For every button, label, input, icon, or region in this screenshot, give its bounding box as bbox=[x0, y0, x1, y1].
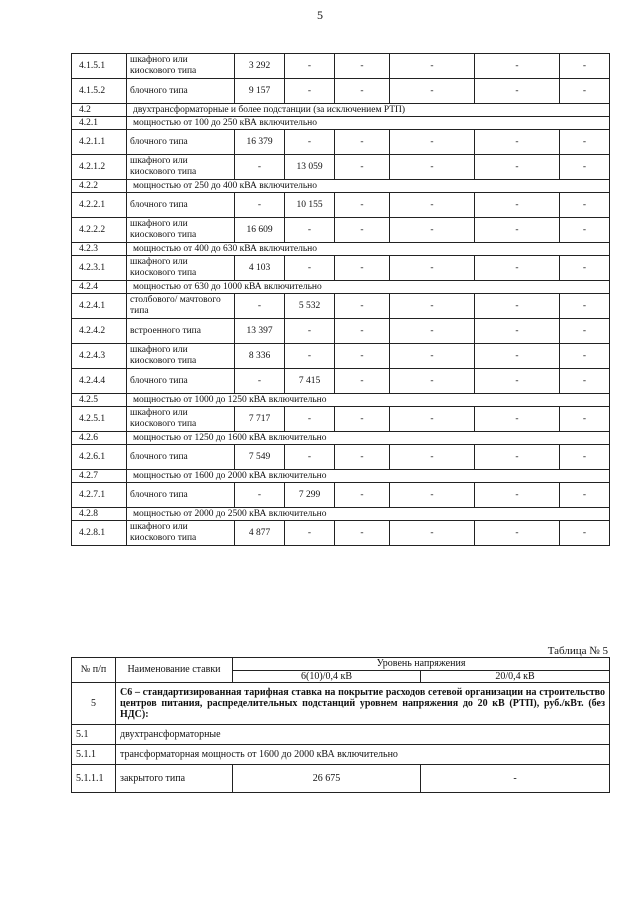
row-num: 4.2.8 bbox=[72, 508, 127, 521]
rate-cell: - bbox=[560, 407, 610, 432]
row-num: 4.2.4.4 bbox=[72, 369, 127, 394]
rate-cell: 13 397 bbox=[235, 319, 285, 344]
rate-cell: - bbox=[235, 155, 285, 180]
rate-cell: - bbox=[475, 445, 560, 470]
row-num: 5.1.1.1 bbox=[72, 765, 116, 793]
tariff-table-5 bbox=[71, 657, 610, 793]
table-row bbox=[72, 369, 610, 394]
rate-cell: 7 549 bbox=[235, 445, 285, 470]
row-value-a: 26 675 bbox=[233, 765, 421, 793]
row-name: шкафного или киоскового типа bbox=[127, 218, 235, 243]
rate-cell: - bbox=[390, 218, 475, 243]
row-num: 4.2.7 bbox=[72, 470, 127, 483]
section-title: мощностью от 1250 до 1600 кВА включительно bbox=[127, 432, 610, 445]
rate-cell: - bbox=[285, 256, 335, 281]
rate-cell: - bbox=[390, 256, 475, 281]
rate-cell: - bbox=[475, 54, 560, 79]
rate-cell: - bbox=[335, 445, 390, 470]
rate-cell: 16 609 bbox=[235, 218, 285, 243]
row-num: 4.2.2 bbox=[72, 180, 127, 193]
section-title: мощностью от 630 до 1000 кВА включительно bbox=[127, 281, 610, 294]
rate-cell: - bbox=[335, 407, 390, 432]
table-row bbox=[72, 54, 610, 79]
header-voltage-a: 6(10)/0,4 кВ bbox=[233, 671, 421, 683]
row-num: 5.1.1 bbox=[72, 745, 116, 765]
row-num: 4.2.4.1 bbox=[72, 294, 127, 319]
table-row bbox=[72, 256, 610, 281]
row-num: 4.2.5 bbox=[72, 394, 127, 407]
rate-cell: - bbox=[560, 193, 610, 218]
rate-cell: - bbox=[560, 218, 610, 243]
table-row bbox=[72, 745, 610, 765]
rate-cell: - bbox=[390, 130, 475, 155]
rate-cell: - bbox=[335, 54, 390, 79]
rate-cell: - bbox=[285, 344, 335, 369]
row-name: блочного типа bbox=[127, 130, 235, 155]
table-row bbox=[72, 407, 610, 432]
table-row bbox=[72, 155, 610, 180]
rate-cell: - bbox=[335, 79, 390, 104]
rate-cell: - bbox=[475, 319, 560, 344]
rate-cell: - bbox=[285, 54, 335, 79]
rate-cell: 4 877 bbox=[235, 521, 285, 546]
rate-cell: - bbox=[285, 319, 335, 344]
rate-cell: - bbox=[335, 319, 390, 344]
table-row bbox=[72, 725, 610, 745]
header-voltage: Уровень напряжения bbox=[233, 658, 610, 671]
rate-cell: - bbox=[475, 407, 560, 432]
tariff-table-4 bbox=[71, 53, 610, 546]
row-title: двухтрансформаторные bbox=[116, 725, 610, 745]
rate-cell: - bbox=[475, 155, 560, 180]
table-row bbox=[72, 344, 610, 369]
section-row bbox=[72, 104, 610, 117]
section-row bbox=[72, 470, 610, 483]
row-num: 4.2.6 bbox=[72, 432, 127, 445]
rate-cell: 7 717 bbox=[235, 407, 285, 432]
rate-cell: - bbox=[285, 407, 335, 432]
table-header-row bbox=[72, 658, 610, 671]
header-name: Наименование ставки bbox=[116, 658, 233, 683]
row-num: 4.2.5.1 bbox=[72, 407, 127, 432]
table-row bbox=[72, 193, 610, 218]
rate-cell: - bbox=[560, 155, 610, 180]
section-title: двухтрансформаторные и более подстанции (за исключением РТП) bbox=[127, 104, 610, 117]
row-title: трансформаторная мощность от 1600 до 2000 кВА включительно bbox=[116, 745, 610, 765]
section-row bbox=[72, 281, 610, 294]
rate-cell: - bbox=[335, 256, 390, 281]
row-num: 4.2.4.2 bbox=[72, 319, 127, 344]
table-row bbox=[72, 765, 610, 793]
rate-cell: - bbox=[335, 193, 390, 218]
section-title: мощностью от 100 до 250 кВА включительно bbox=[127, 117, 610, 130]
rate-cell: - bbox=[335, 155, 390, 180]
rate-cell: - bbox=[390, 521, 475, 546]
section-row bbox=[72, 394, 610, 407]
row-num: 4.2.1.1 bbox=[72, 130, 127, 155]
rate-cell: - bbox=[475, 294, 560, 319]
row-num: 4.2.6.1 bbox=[72, 445, 127, 470]
rate-cell: - bbox=[560, 54, 610, 79]
rate-cell: - bbox=[560, 445, 610, 470]
rate-cell: - bbox=[285, 130, 335, 155]
rate-cell: - bbox=[390, 407, 475, 432]
row-num: 5.1 bbox=[72, 725, 116, 745]
row-num: 4.2.4.3 bbox=[72, 344, 127, 369]
rate-cell: - bbox=[475, 79, 560, 104]
rate-cell: - bbox=[390, 79, 475, 104]
rate-cell: 4 103 bbox=[235, 256, 285, 281]
rate-cell: - bbox=[475, 483, 560, 508]
rate-cell: - bbox=[475, 369, 560, 394]
rate-cell: - bbox=[475, 344, 560, 369]
rate-cell: - bbox=[235, 294, 285, 319]
rate-cell: - bbox=[560, 79, 610, 104]
rate-cell: - bbox=[390, 54, 475, 79]
row-num: 4.2.2.2 bbox=[72, 218, 127, 243]
section-row bbox=[72, 180, 610, 193]
rate-cell: 16 379 bbox=[235, 130, 285, 155]
rate-cell: - bbox=[235, 193, 285, 218]
rate-cell: - bbox=[390, 193, 475, 218]
rate-cell: 5 532 bbox=[285, 294, 335, 319]
rate-cell: - bbox=[560, 369, 610, 394]
row-name: закрытого типа bbox=[116, 765, 233, 793]
table-row bbox=[72, 521, 610, 546]
rate-cell: - bbox=[335, 130, 390, 155]
row-num: 5 bbox=[72, 683, 116, 725]
rate-cell: 3 292 bbox=[235, 54, 285, 79]
table-row bbox=[72, 483, 610, 508]
row-num: 4.2.3.1 bbox=[72, 256, 127, 281]
rate-cell: - bbox=[560, 256, 610, 281]
rate-cell: - bbox=[390, 155, 475, 180]
rate-cell: - bbox=[390, 319, 475, 344]
table-row bbox=[72, 218, 610, 243]
table-row bbox=[72, 130, 610, 155]
table-row bbox=[72, 79, 610, 104]
section-title: мощностью от 2000 до 2500 кВА включительно bbox=[127, 508, 610, 521]
section-row bbox=[72, 508, 610, 521]
rate-cell: - bbox=[560, 521, 610, 546]
row-name: шкафного или киоскового типа bbox=[127, 54, 235, 79]
row-num: 4.2.2.1 bbox=[72, 193, 127, 218]
row-num: 4.1.5.2 bbox=[72, 79, 127, 104]
rate-cell: - bbox=[285, 445, 335, 470]
rate-cell: - bbox=[335, 218, 390, 243]
table-row bbox=[72, 319, 610, 344]
rate-cell: 7 299 bbox=[285, 483, 335, 508]
rate-cell: - bbox=[475, 256, 560, 281]
rate-cell: - bbox=[560, 319, 610, 344]
row-num: 4.2.1 bbox=[72, 117, 127, 130]
rate-cell: - bbox=[560, 344, 610, 369]
row-title: С6 – стандартизированная тарифная ставка на покрытие расходов сетевой организации на строительство центров питания, распределительных подстанций уровнем напряжения до 20 кВ (РТП), руб./кВт. (без НДС): bbox=[116, 683, 610, 725]
row-num: 4.2.3 bbox=[72, 243, 127, 256]
rate-cell: 13 059 bbox=[285, 155, 335, 180]
row-num: 4.1.5.1 bbox=[72, 54, 127, 79]
header-num: № п/п bbox=[72, 658, 116, 683]
rate-cell: 9 157 bbox=[235, 79, 285, 104]
section-title: мощностью от 250 до 400 кВА включительно bbox=[127, 180, 610, 193]
rate-cell: - bbox=[390, 483, 475, 508]
row-num: 4.2.7.1 bbox=[72, 483, 127, 508]
rate-cell: - bbox=[335, 344, 390, 369]
row-name: шкафного или киоскового типа bbox=[127, 521, 235, 546]
section-row bbox=[72, 117, 610, 130]
row-name: блочного типа bbox=[127, 483, 235, 508]
section-row bbox=[72, 432, 610, 445]
row-name: шкафного или киоскового типа bbox=[127, 344, 235, 369]
rate-cell: - bbox=[560, 483, 610, 508]
row-num: 4.2.1.2 bbox=[72, 155, 127, 180]
rate-cell: - bbox=[390, 369, 475, 394]
rate-cell: - bbox=[335, 294, 390, 319]
rate-cell: - bbox=[235, 483, 285, 508]
table-row bbox=[72, 683, 610, 725]
row-num: 4.2.4 bbox=[72, 281, 127, 294]
row-num: 4.2 bbox=[72, 104, 127, 117]
table-row bbox=[72, 294, 610, 319]
section-title: мощностью от 400 до 630 кВА включительно bbox=[127, 243, 610, 256]
row-name: шкафного или киоскового типа bbox=[127, 155, 235, 180]
row-num: 4.2.8.1 bbox=[72, 521, 127, 546]
row-value-b: - bbox=[421, 765, 610, 793]
rate-cell: - bbox=[560, 294, 610, 319]
rate-cell: - bbox=[390, 445, 475, 470]
table-row bbox=[72, 445, 610, 470]
rate-cell: 10 155 bbox=[285, 193, 335, 218]
rate-cell: - bbox=[335, 369, 390, 394]
row-name: шкафного или киоскового типа bbox=[127, 256, 235, 281]
rate-cell: 7 415 bbox=[285, 369, 335, 394]
rate-cell: - bbox=[335, 521, 390, 546]
row-name: блочного типа bbox=[127, 79, 235, 104]
rate-cell: - bbox=[285, 218, 335, 243]
rate-cell: - bbox=[285, 79, 335, 104]
rate-cell: 8 336 bbox=[235, 344, 285, 369]
row-name: столбового/ мачтового типа bbox=[127, 294, 235, 319]
row-name: встроенного типа bbox=[127, 319, 235, 344]
rate-cell: - bbox=[390, 344, 475, 369]
rate-cell: - bbox=[390, 294, 475, 319]
rate-cell: - bbox=[475, 218, 560, 243]
page-number: 5 bbox=[317, 8, 323, 22]
rate-cell: - bbox=[560, 130, 610, 155]
rate-cell: - bbox=[235, 369, 285, 394]
rate-cell: - bbox=[475, 193, 560, 218]
table-5-caption: Таблица № 5 bbox=[547, 645, 608, 657]
rate-cell: - bbox=[285, 521, 335, 546]
row-name: шкафного или киоскового типа bbox=[127, 407, 235, 432]
rate-cell: - bbox=[475, 521, 560, 546]
section-row bbox=[72, 243, 610, 256]
row-name: блочного типа bbox=[127, 445, 235, 470]
row-name: блочного типа bbox=[127, 193, 235, 218]
rate-cell: - bbox=[475, 130, 560, 155]
rate-cell: - bbox=[335, 483, 390, 508]
row-name: блочного типа bbox=[127, 369, 235, 394]
header-voltage-b: 20/0,4 кВ bbox=[421, 671, 610, 683]
section-title: мощностью от 1600 до 2000 кВА включительно bbox=[127, 470, 610, 483]
section-title: мощностью от 1000 до 1250 кВА включительно bbox=[127, 394, 610, 407]
